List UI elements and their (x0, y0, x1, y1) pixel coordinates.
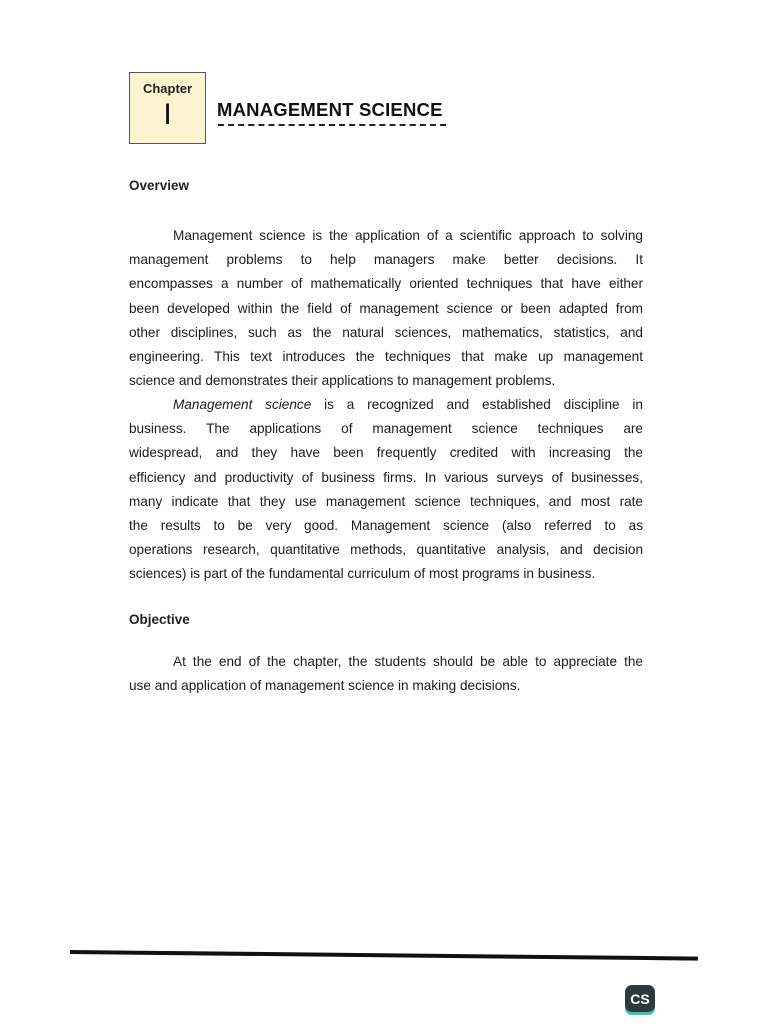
paragraph-line: widespread, and they have been frequently credited with increasing the (129, 445, 643, 461)
chapter-title: MANAGEMENT SCIENCE (217, 99, 443, 120)
paragraph-line: other disciplines, such as the natural sciences, mathematics, statistics, and (129, 324, 643, 340)
paragraph-line: the results to be very good. Management science (also referred to as (129, 518, 643, 534)
overview-paragraph-2 (129, 393, 643, 587)
paragraph-line: science and demonstrates their applications to management problems. (129, 373, 556, 389)
paragraph-line: use and application of management science in making decisions. (129, 678, 521, 694)
footer-rule (70, 950, 698, 961)
paragraph-line: efficiency and productivity of business firms. In various surveys of businesses, (129, 469, 643, 485)
objective-paragraph (129, 650, 643, 698)
paragraph-line: engineering. This text introduces the techniques that make up management (129, 349, 643, 365)
camscanner-logo: CS (625, 985, 655, 1015)
paragraph-line: Management science is the application of a scientific approach to solving (173, 228, 643, 243)
paragraph-line: sciences) is part of the fundamental curriculum of most programs in business. (129, 566, 596, 582)
paragraph-line: encompasses a number of mathematically oriented techniques that have either (129, 276, 643, 292)
paragraph-line (129, 393, 643, 417)
paragraph-line: management problems to help managers make better decisions. It (129, 252, 643, 268)
overview-heading: Overview (129, 178, 190, 193)
chapter-label: Chapter (142, 81, 193, 96)
overview-paragraph-1 (129, 224, 643, 393)
term-management-science: Management science (173, 397, 312, 412)
chapter-box (129, 72, 206, 144)
paragraph-line: been developed within the field of management science or been adapted from (129, 300, 643, 316)
paragraph-line: many indicate that they use management science techniques, and most rate (129, 493, 643, 509)
paragraph-line: At the end of the chapter, the students should be able to appreciate the (173, 654, 643, 669)
objective-heading: Objective (129, 612, 190, 627)
paragraph-line: business. The applications of management science techniques are (129, 421, 643, 437)
title-underline (218, 124, 446, 126)
chapter-number: I (163, 98, 172, 131)
paragraph-line-rest: is a recognized and established discipline in (311, 397, 643, 412)
paragraph-line: operations research, quantitative methods, quantitative analysis, and decision (129, 542, 643, 558)
